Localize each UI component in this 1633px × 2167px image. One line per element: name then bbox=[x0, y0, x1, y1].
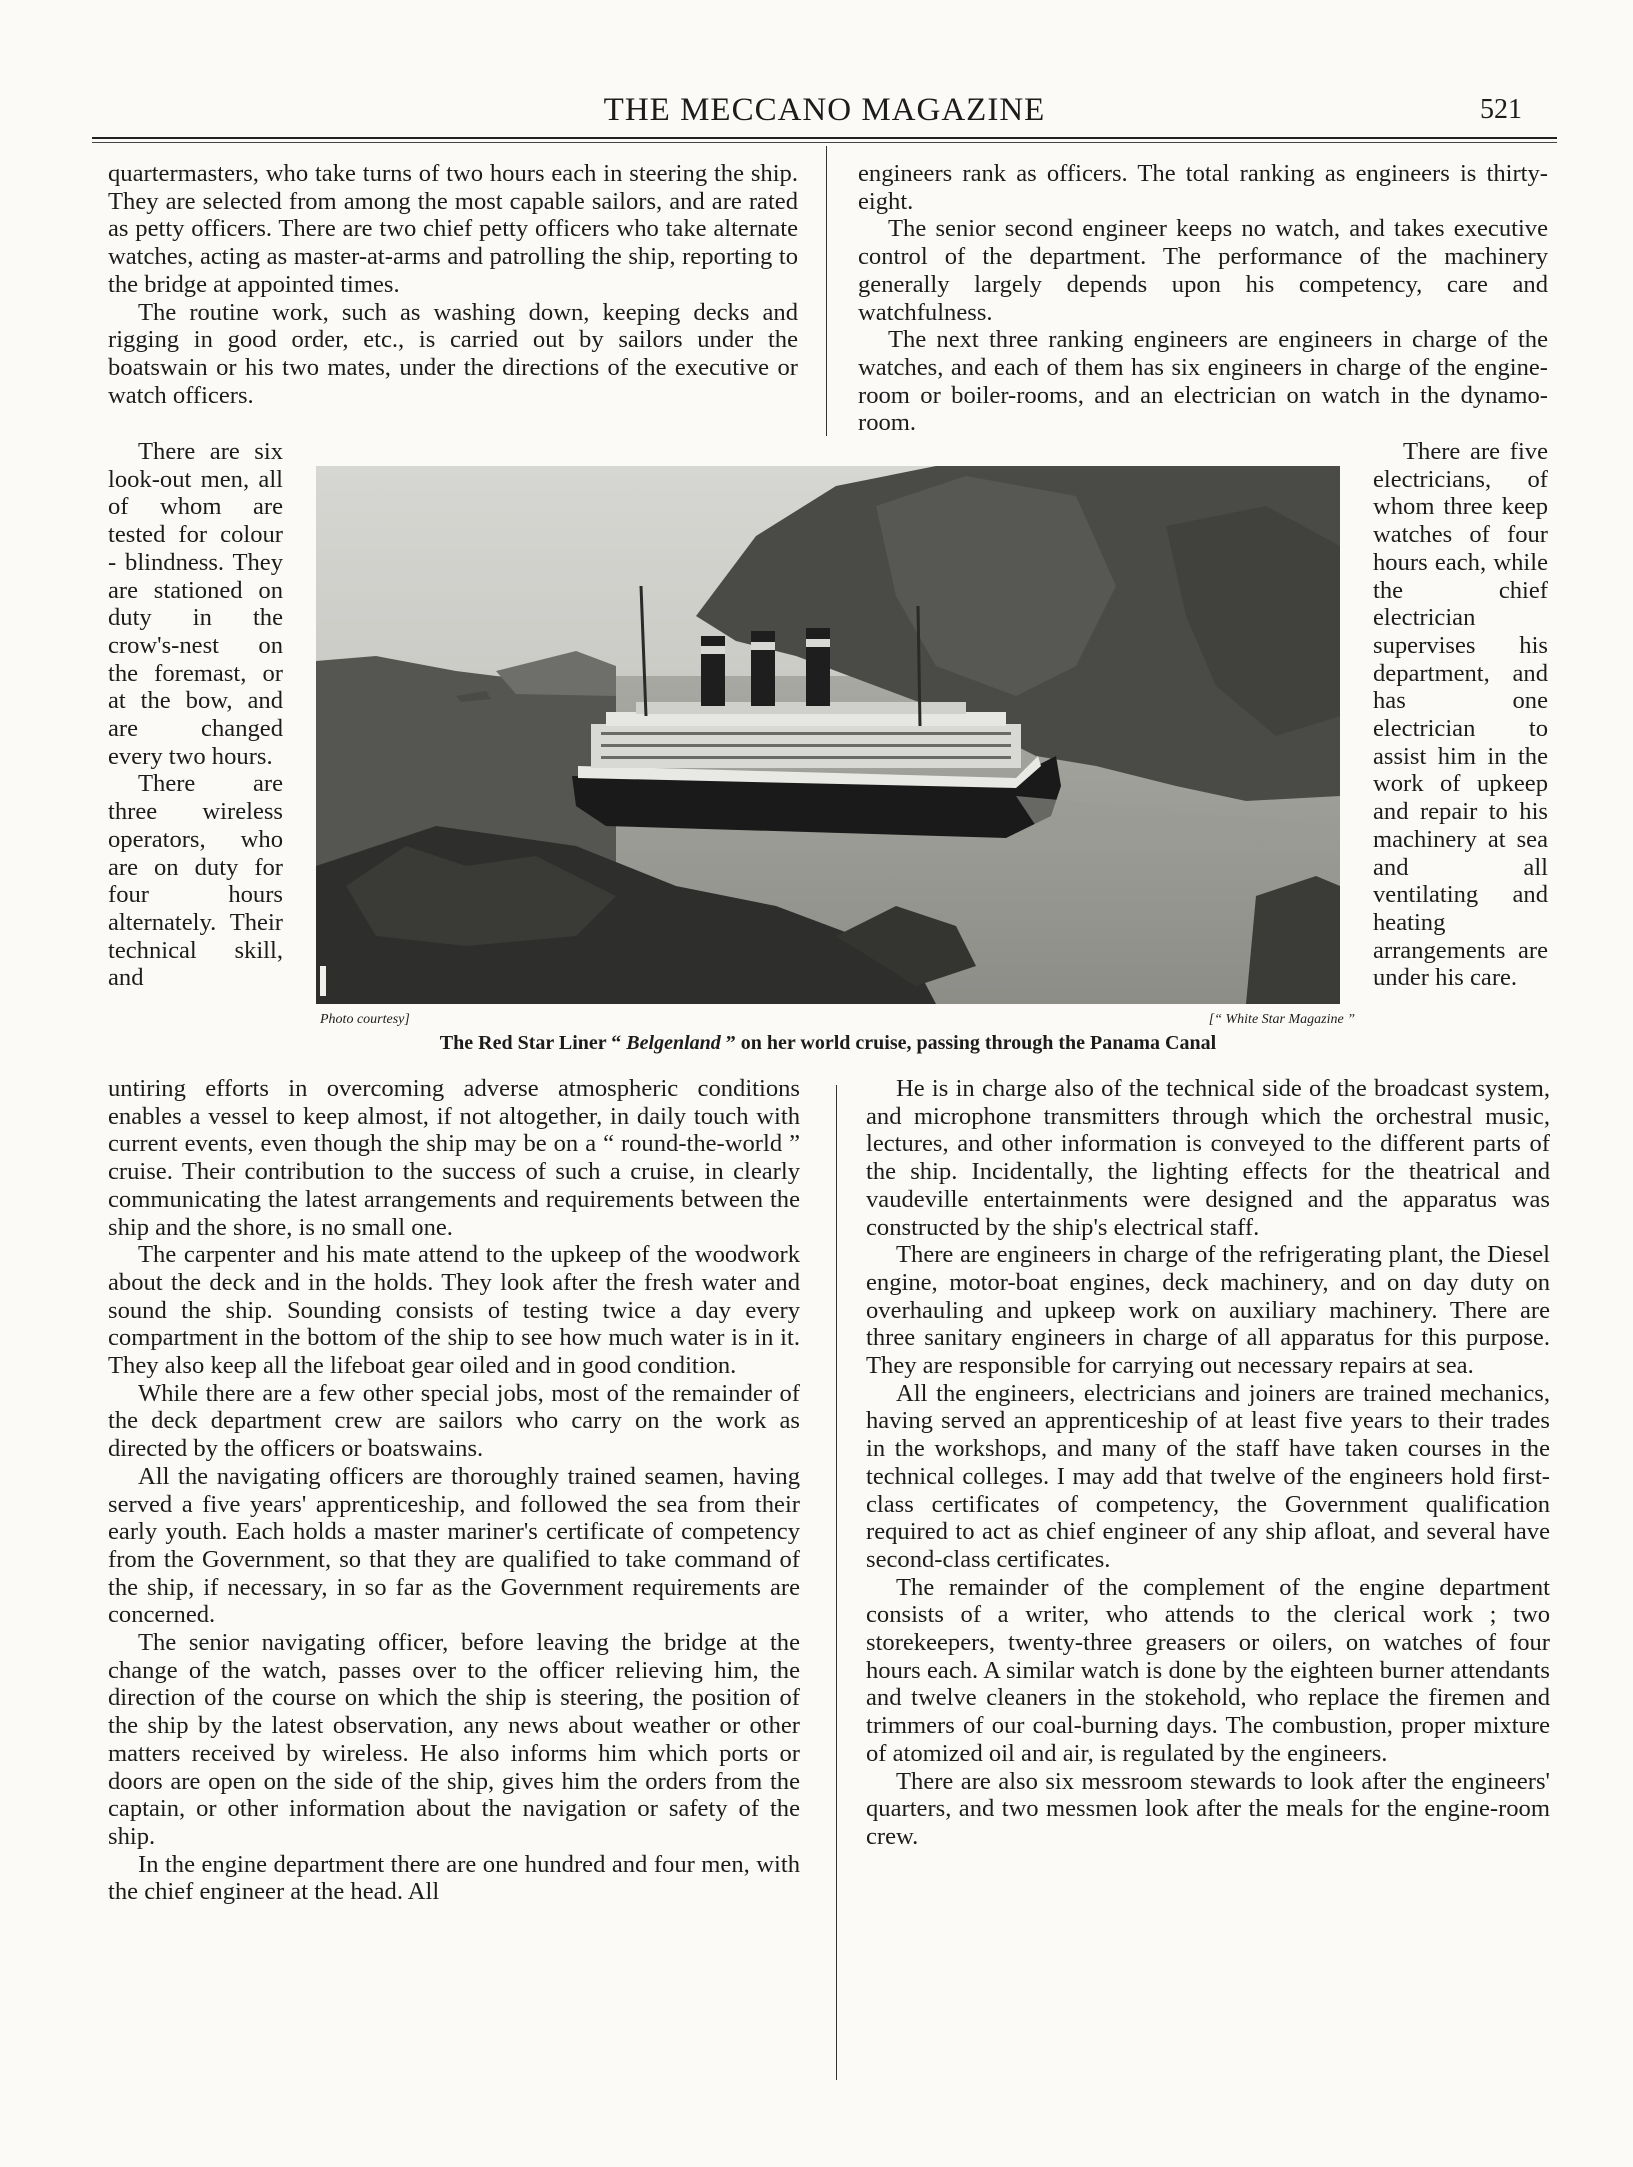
left-column-top bbox=[108, 160, 798, 409]
caption-ship-name: Belgenland bbox=[626, 1032, 721, 1054]
paragraph: He is in charge also of the technical side of the broadcast system, and microphone transmitters through which the orchestral music, lectures, and other information is conveyed to the different parts of the ship. Incidentally, the lighting effects for the theatrical and vaudeville entertainments were designed and the apparatus was constructed by the ship's electrical staff. bbox=[866, 1075, 1550, 1241]
right-narrow-column bbox=[1373, 438, 1548, 992]
left-column-bottom bbox=[108, 1075, 800, 1906]
magazine-title: THE MECCANO MAGAZINE bbox=[603, 92, 1046, 128]
column-divider-top bbox=[826, 146, 827, 436]
paragraph: While there are a few other special jobs, most of the remainder of the deck department crew are sailors who carry on the work as directed by the officers or boatswains. bbox=[108, 1379, 800, 1463]
caption-prefix: The Red Star Liner “ bbox=[439, 1032, 627, 1054]
paragraph: All the navigating officers are thoroughly trained seamen, having served a five years' apprenticeship, and followed the sea from their early youth. Each holds a master mariner's certificate of competency from the Government, so that they are qualified to take command of the ship, if necessary, in so far as the Government requirements are concerned. bbox=[108, 1462, 800, 1629]
paragraph: The senior navigating officer, before leaving the bridge at the change of the watch, passes over to the officer relieving him, the direction of the course on which the ship is steering, the position of the ship by the latest observation, any news about weather or other matters received by wireless. He also informs him which ports or doors are open on the side of the ship, gives him the orders from the captain, or other information about the navigation or safety of the ship. bbox=[108, 1629, 800, 1850]
paragraph: There are engineers in charge of the refrigerating plant, the Diesel engine, motor-boat engines, deck machinery, and on day duty on overhauling and upkeep work on auxiliary machinery. There are three sanitary engineers in charge of all apparatus for this purpose. They are responsible for carrying out necessary repairs at sea. bbox=[866, 1241, 1550, 1380]
paragraph: There are five electricians, of whom three keep watches of four hours each, while the chief electrician supervises his department, and has one electrician to assist him in the work of upkeep and repair to his machinery at sea and all ventilating and heating arrangements are under his care. bbox=[1373, 438, 1548, 992]
paragraph: There are three wireless operators, who are on duty for four hours alternately. Their technical skill, and bbox=[108, 770, 283, 992]
photo-credit-left: Photo courtesy] bbox=[320, 1012, 410, 1027]
paragraph: quartermasters, who take turns of two hours each in steering the ship. They are selected from among the most capable sailors, and are rated as petty officers. There are two chief petty officers who take alternate watches, acting as master-at-arms and patrolling the ship, reporting to the bridge at appointed times. bbox=[108, 160, 798, 298]
paragraph: untiring efforts in overcoming adverse atmospheric conditions enables a vessel to keep almost, if not altogether, in daily touch with current events, even though the ship may be on a “ round-the-world ” cruise. Their contribution to the success of such a cruise, in clearly communicating the latest arrangements and requirements between the ship and the shore, is no small one. bbox=[108, 1075, 800, 1241]
paragraph: The senior second engineer keeps no watch, and takes executive control of the department. The performance of the machinery generally largely depends upon his competency, care and watchfulness. bbox=[858, 215, 1548, 326]
photo-caption bbox=[316, 1032, 1340, 1055]
left-narrow-column bbox=[108, 438, 283, 992]
paragraph: In the engine department there are one hundred and four men, with the chief engineer at the head. All bbox=[108, 1850, 800, 1906]
page-number: 521 bbox=[1480, 94, 1522, 125]
header-rule bbox=[92, 137, 1557, 139]
paragraph: The next three ranking engineers are engineers in charge of the watches, and each of them has six engineers in charge of the engine-room or boiler-rooms, and an electrician on watch in the dynamo-room. bbox=[858, 326, 1548, 437]
paragraph: All the engineers, electricians and joiners are trained mechanics, having served an apprenticeship of at least five years to their trades in the workshops, and many of the staff have taken courses in the technical colleges. I may add that twelve of the engineers hold first-class certificates of competency, the Government qualification required to act as chief engineer of any ship afloat, and several have second-class certificates. bbox=[866, 1379, 1550, 1573]
right-column-top bbox=[858, 160, 1548, 437]
page-header bbox=[92, 92, 1557, 128]
photo-credit-right: [“ White Star Magazine ” bbox=[1208, 1012, 1355, 1027]
paragraph: engineers rank as officers. The total ranking as engineers is thirty-eight. bbox=[858, 160, 1548, 215]
ship-photo bbox=[316, 466, 1340, 1004]
header-rule-thin bbox=[92, 142, 1557, 143]
paragraph: There are six look-out men, all of whom are tested for colour - blindness. They are stationed on duty in the crow's-nest on the foremast, or at the bow, and are changed every two hours. bbox=[108, 438, 283, 770]
caption-suffix: ” on her world cruise, passing through the Panama Canal bbox=[720, 1032, 1217, 1054]
ship-photo-illustration bbox=[316, 466, 1340, 1004]
paragraph: The routine work, such as washing down, keeping decks and rigging in good order, etc., is carried out by sailors under the boatswain or his two mates, under the directions of the executive or watch officers. bbox=[108, 298, 798, 409]
paragraph: The carpenter and his mate attend to the upkeep of the woodwork about the deck and in the holds. They look after the fresh water and sound the ship. Sounding consists of testing twice a day every compartment in the bottom of the ship to see how much water is in it. They also keep all the lifeboat gear oiled and in good condition. bbox=[108, 1241, 800, 1380]
right-column-bottom bbox=[866, 1075, 1550, 1851]
column-divider-bottom bbox=[836, 1085, 837, 2080]
paragraph: There are also six messroom stewards to look after the engineers' quarters, and two messmen look after the meals for the engine-room crew. bbox=[866, 1767, 1550, 1850]
paragraph: The remainder of the complement of the engine department consists of a writer, who attends to the clerical work ; two storekeepers, twenty-three greasers or oilers, on watches of four hours each. A similar watch is done by the eighteen burner attendants and twelve cleaners in the stokehold, who replace the firemen and trimmers of our coal-burning days. The combustion, proper mixture of atomized oil and air, is regulated by the engineers. bbox=[866, 1573, 1550, 1767]
